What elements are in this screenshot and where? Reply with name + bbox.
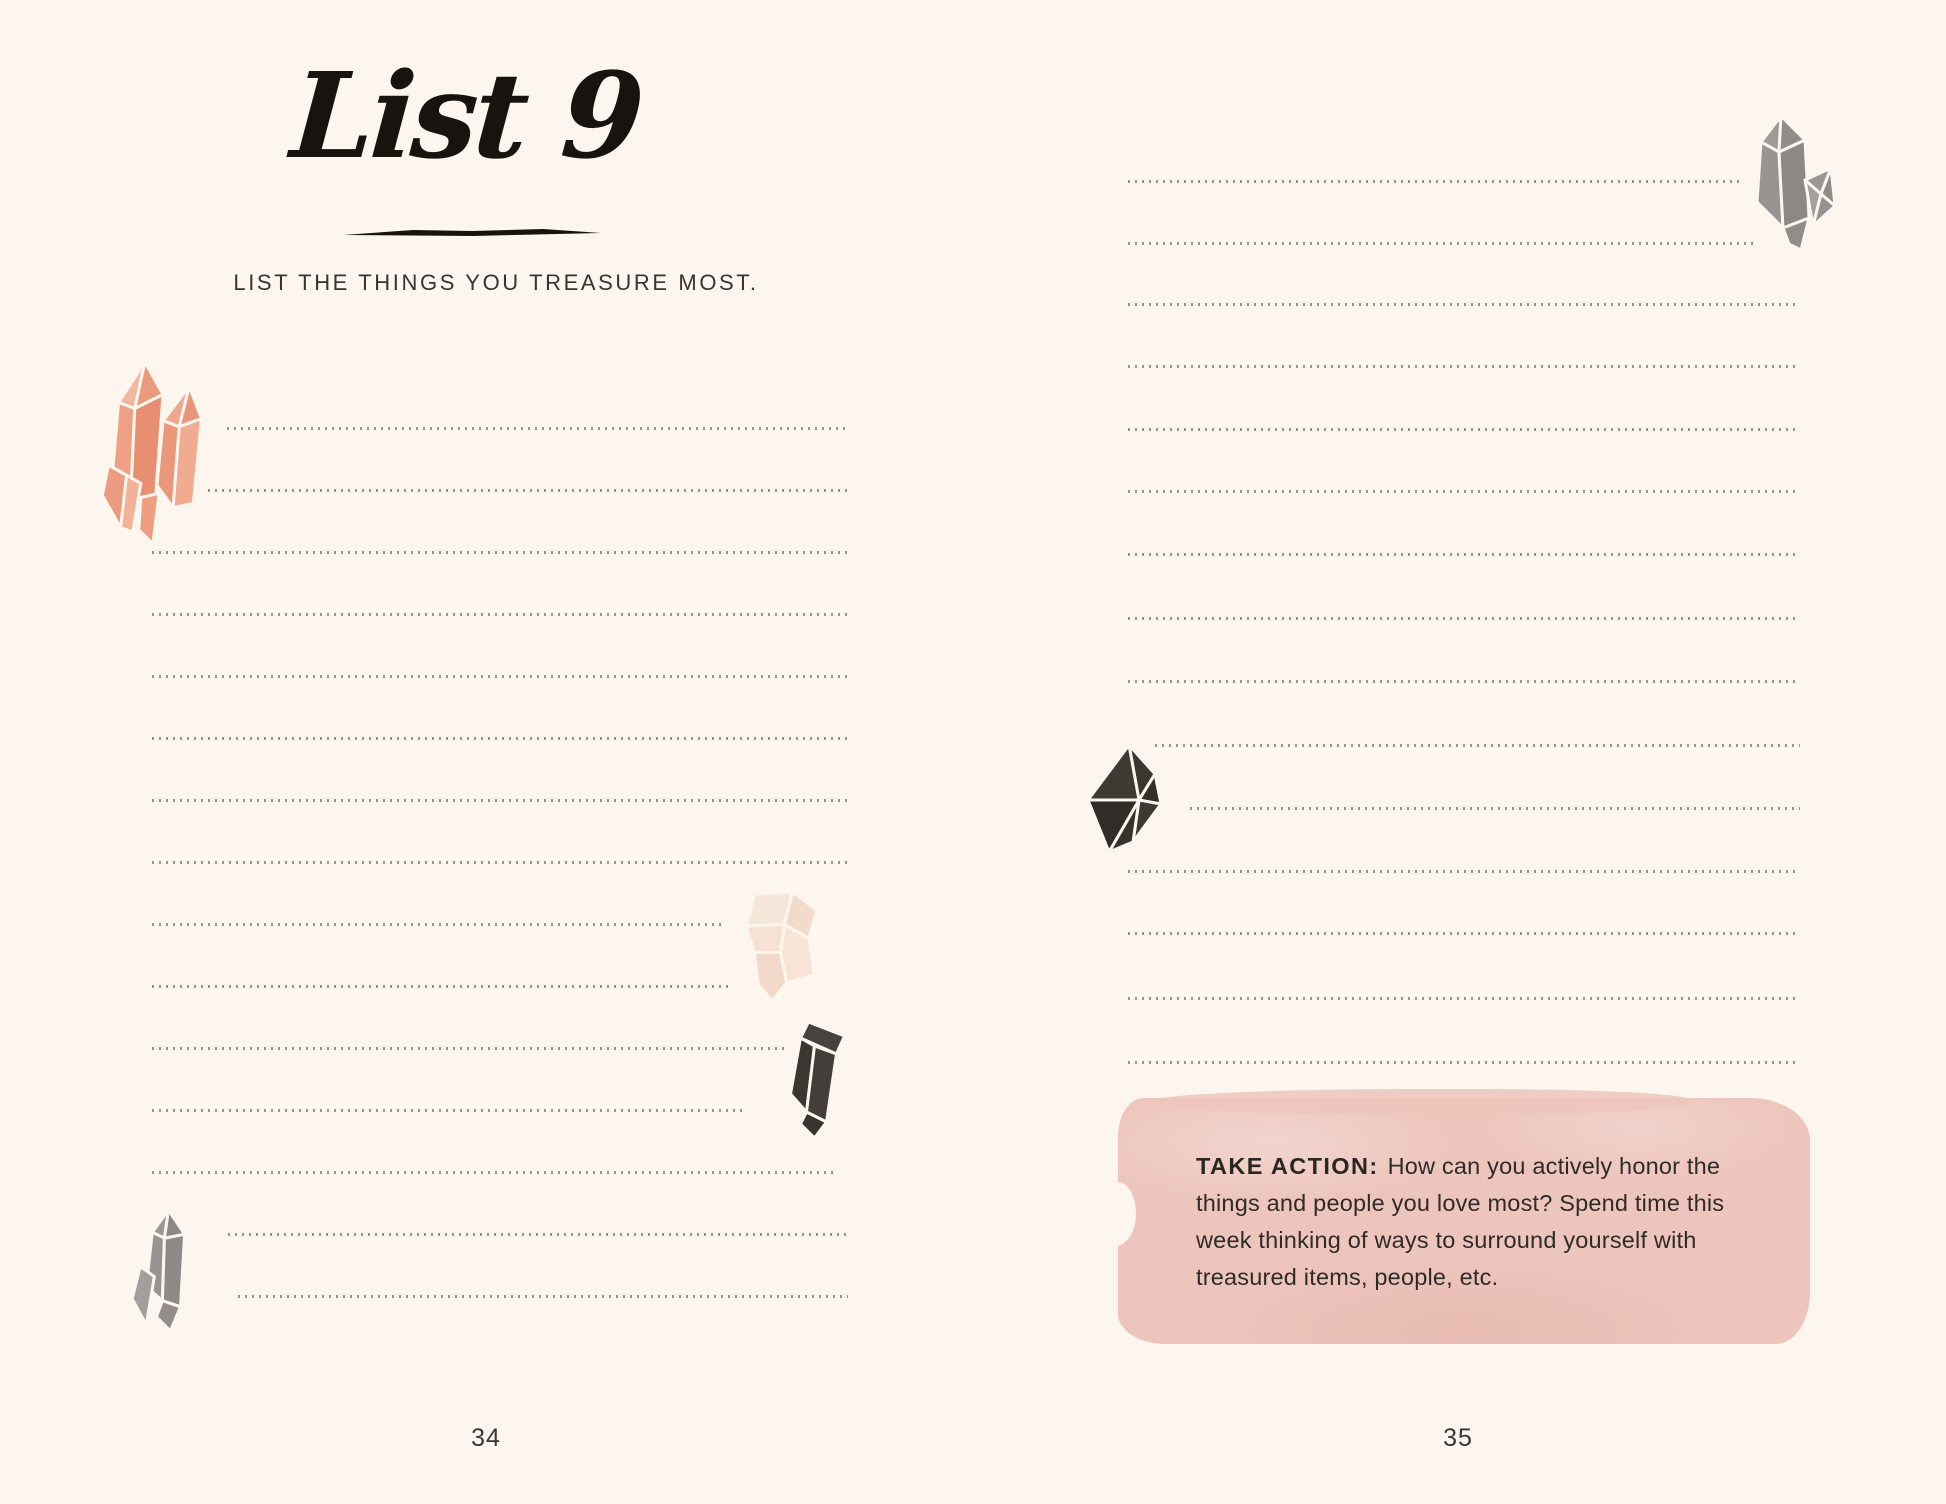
writing-line (1128, 1061, 1800, 1064)
writing-line (1128, 365, 1800, 368)
writing-line (1128, 242, 1756, 245)
writing-line (1128, 490, 1800, 493)
writing-line (1128, 680, 1800, 683)
writing-line (1128, 303, 1800, 306)
writing-line (1128, 617, 1800, 620)
page-title: List 9 (287, 46, 645, 185)
writing-line (1128, 932, 1800, 935)
writing-line (1128, 553, 1800, 556)
page-number-left: 34 (471, 1424, 501, 1452)
writing-line (1128, 180, 1742, 183)
page-number-right: 35 (1443, 1424, 1473, 1452)
dark-crystal-kite-illustration (1082, 740, 1166, 860)
page-subtitle: LIST THE THINGS YOU TREASURE MOST. (233, 270, 759, 295)
writing-line (1128, 870, 1800, 873)
take-action-body: How can you actively honor the things and people you love most? Spend time this week thinking of ways to surround yourself with treasured items, people, etc. (1196, 1153, 1725, 1290)
writing-line (1190, 807, 1800, 810)
writing-line (1128, 428, 1800, 431)
take-action-callout (1118, 1098, 1810, 1344)
writing-line (1128, 997, 1800, 1000)
take-action-text (1196, 1148, 1730, 1296)
take-action-label: TAKE ACTION: (1196, 1153, 1379, 1179)
gray-crystal-illustration (1746, 110, 1840, 260)
writing-line (1155, 744, 1800, 747)
